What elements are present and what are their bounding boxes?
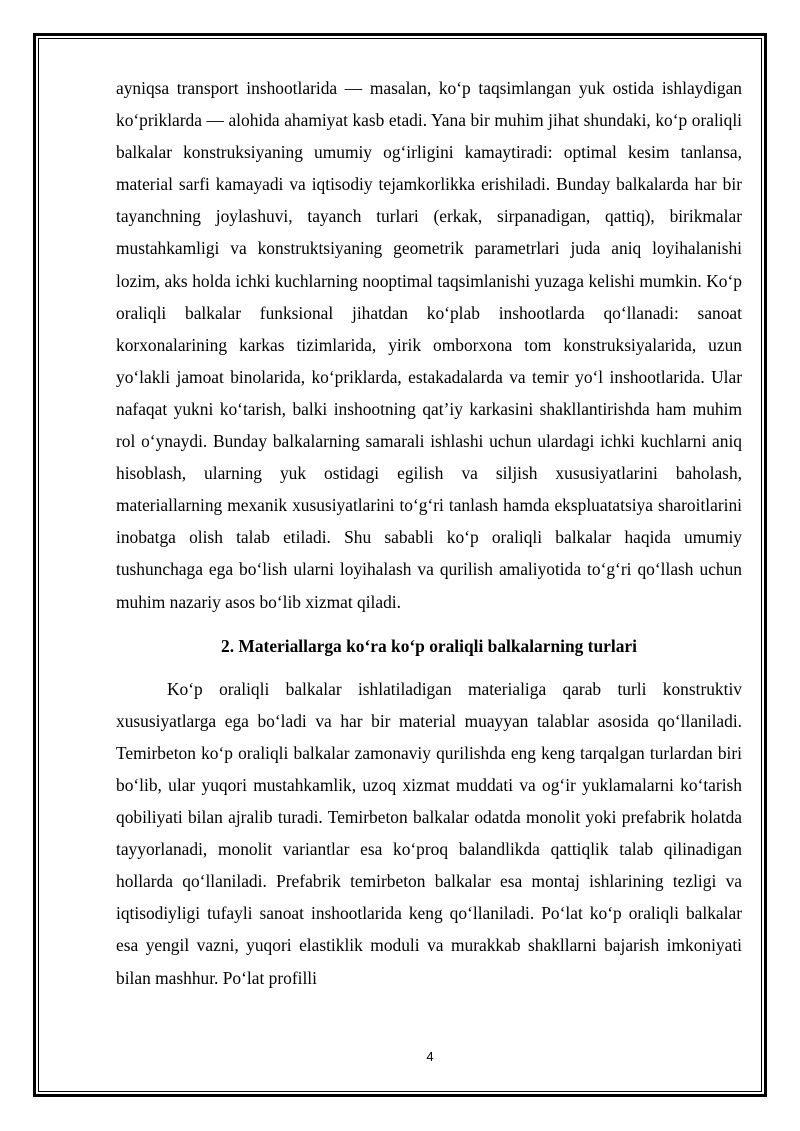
page-number: 4 bbox=[426, 1049, 434, 1064]
section-heading: 2. Materiallarga ko‘ra ko‘p oraliqli balkalarning turlari bbox=[221, 635, 637, 656]
paragraph-materials: Ko‘p oraliqli balkalar ishlatiladigan materialiga qarab turli konstruktiv xususiyatlarga ega bo‘ladi va har bir material muayyan talablar asosida qo‘llaniladi. Temirbeton ko‘p oraliqli balkalar zamonaviy qurilishda eng keng tarqalgan turlardan biri bo‘lib, ular yuqori mustahkamlik, uzoq xizmat muddati va og‘ir yuklamalarni ko‘tarish qobiliyati bilan ajralib turadi. Temirbeton balkalar odatda monolit yoki prefabrik holatda tayyorlanadi, monolit variantlar esa ko‘proq balandlikda qattiqlik talab qilinadigan hollarda qo‘llaniladi. Prefabrik temirbeton balkalar esa montaj ishlarining tezligi va iqtisodiyligi tufayli sanoat inshootlarida keng qo‘llaniladi. Po‘lat ko‘p oraliqli balkalar esa yengil vazni, yuqori elastiklik moduli va murakkab shakllarni bajarish imkoniyati bilan mashhur. Po‘lat profilli bbox=[116, 678, 742, 988]
document-body bbox=[116, 72, 742, 994]
paragraph-continuation: ayniqsa transport inshootlarida — masalan, ko‘p taqsimlangan yuk ostida ishlaydigan ko‘priklarda — alohida ahamiyat kasb etadi. Yana bir muhim jihat shundaki, ko‘p oraliqli balkalar konstruksiyaning umumiy og‘irligini kamaytiradi: optimal kesim tanlansa, material sarfi kamayadi va iqtisodiy tejamkorlikka erishiladi. Bunday balkalarda har bir tayanchning joylashuvi, tayanch turlari (erkak, sirpanadigan, qattiq), birikmalar mustahkamligi va konstruktsiyaning geometrik parametrlari juda aniq loyihalanishi lozim, aks holda ichki kuchlarning nooptimal taqsimlanishi yuzaga kelishi mumkin. Ko‘p oraliqli balkalar funksional jihatdan ko‘plab inshootlarda qo‘llanadi: sanoat korxonalarining karkas tizimlarida, yirik omborxona tom konstruksiyalarida, uzun yo‘lakli jamoat binolarida, ko‘priklarda, estakadalarda va temir yo‘l inshootlarida. Ular nafaqat yukni ko‘tarish, balki inshootning qat’iy karkasini shakllantirishda ham muhim rol o‘ynaydi. Bunday balkalarning samarali ishlashi uchun ulardagi ichki kuchlarni aniq hisoblash, ularning yuk ostidagi egilish va siljish xususiyatlarini baholash, materiallarning mexanik xususiyatlarini to‘g‘ri tanlash hamda ekspluatatsiya sharoitlarini inobatga olish talab etiladi. Shu sababli ko‘p oraliqli balkalar haqida umumiy tushunchaga ega bo‘lish ularni loyihalash va qurilish amaliyotida to‘g‘ri qo‘llash uchun muhim nazariy asos bo‘lib xizmat qiladi. bbox=[116, 78, 742, 612]
